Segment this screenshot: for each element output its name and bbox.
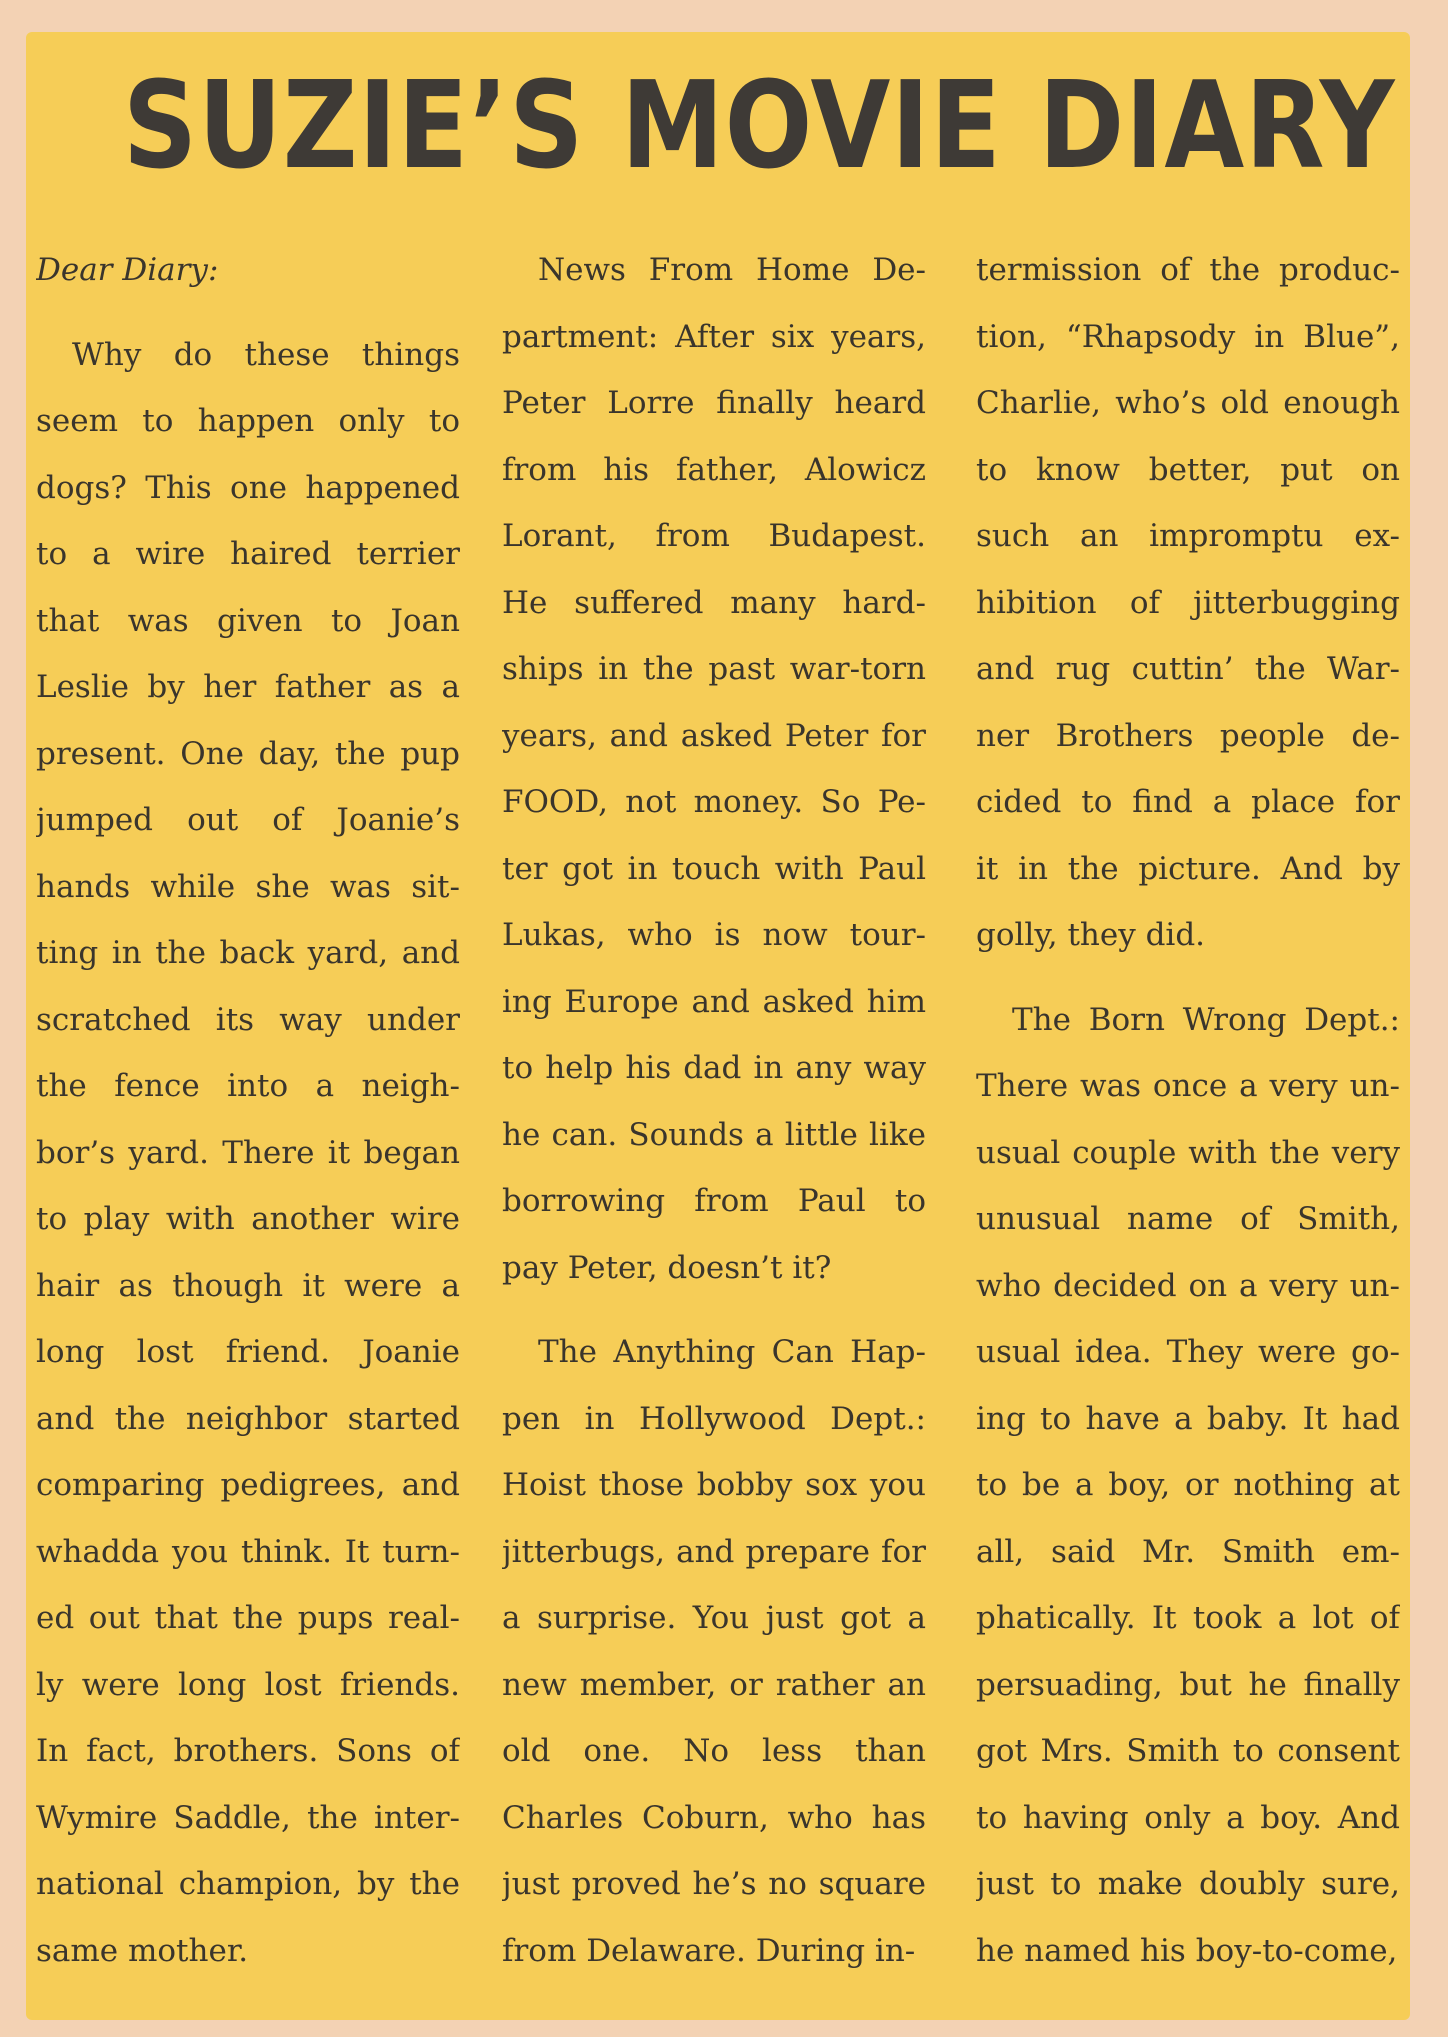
text-line: whadda you think. It turn- bbox=[36, 1533, 460, 1570]
text-line: old one. No less than bbox=[502, 1733, 926, 1769]
text-line: to a wire haired terrier bbox=[36, 536, 460, 572]
text-line: all, said Mr. Smith em- bbox=[976, 1533, 1400, 1570]
text-line: hibition of jitterbugging bbox=[976, 584, 1400, 621]
text-line: The Anything Can Hap- bbox=[538, 1334, 926, 1370]
text-line: persuading, but he finally bbox=[976, 1666, 1400, 1703]
text-line: In fact, brothers. Sons of bbox=[36, 1733, 460, 1769]
text-line: cided to find a place for bbox=[976, 784, 1400, 820]
text-line: who decided on a very un- bbox=[976, 1267, 1400, 1304]
text-line: to help his dad in any way bbox=[502, 1050, 926, 1086]
text-line: Leslie by her father as a bbox=[36, 669, 460, 705]
text-line: jumped out of Joanie’s bbox=[36, 802, 460, 838]
text-line: and rug cuttin’ the War- bbox=[976, 651, 1400, 687]
text-line: Lorant, from Budapest. bbox=[502, 518, 926, 554]
text-line: just proved he’s no square bbox=[502, 1866, 926, 1902]
salutation-line: Dear Diary: bbox=[36, 252, 219, 288]
text-line: it in the picture. And by bbox=[976, 850, 1400, 887]
text-line: hair as though it were a bbox=[36, 1267, 460, 1304]
text-line: FOOD, not money. So Pe- bbox=[502, 784, 926, 820]
text-line: a surprise. You just got a bbox=[502, 1600, 926, 1636]
text-line: new member, or rather an bbox=[502, 1666, 926, 1703]
text-line: hands while she was sit- bbox=[36, 868, 460, 905]
text-line: same mother. bbox=[36, 1932, 249, 1969]
text-line: from his father, Alowicz bbox=[502, 451, 926, 488]
text-line: tion, “Rhapsody in Blue”, bbox=[976, 318, 1400, 355]
text-line: jitterbugs, and prepare for bbox=[502, 1533, 926, 1570]
text-line: ter got in touch with Paul bbox=[502, 850, 926, 887]
text-line: Lukas, who is now tour- bbox=[502, 917, 926, 953]
text-line: just to make doubly sure, bbox=[976, 1866, 1400, 1902]
diary-page-panel bbox=[26, 32, 1410, 2020]
text-line: ly were long lost friends. bbox=[36, 1666, 460, 1703]
text-line: Why do these things bbox=[72, 336, 460, 373]
text-line: He suffered many hard- bbox=[502, 584, 926, 621]
text-line: ing to have a baby. It had bbox=[976, 1400, 1400, 1437]
text-column-1 bbox=[36, 237, 460, 1984]
text-line: There was once a very un- bbox=[976, 1068, 1400, 1104]
text-line: borrowing from Paul to bbox=[502, 1183, 926, 1219]
text-line: years, and asked Peter for bbox=[502, 717, 926, 754]
text-line: present. One day, the pup bbox=[36, 735, 460, 772]
text-line: to play with another wire bbox=[36, 1201, 460, 1237]
text-line: Charlie, who’s old enough bbox=[976, 385, 1400, 421]
page-title: SUZIE’S MOVIE DIARY bbox=[122, 57, 1396, 196]
text-line: The Born Wrong Dept.: bbox=[1012, 1001, 1400, 1038]
text-line: dogs? This one happened bbox=[36, 469, 460, 506]
text-line: usual idea. They were go- bbox=[976, 1334, 1400, 1370]
text-line: long lost friend. Joanie bbox=[36, 1334, 460, 1370]
text-line: termission of the produc- bbox=[976, 252, 1400, 288]
text-line: Charles Coburn, who has bbox=[502, 1799, 926, 1836]
text-line: bor’s yard. There it began bbox=[36, 1134, 460, 1171]
text-line: got Mrs. Smith to consent bbox=[976, 1733, 1400, 1769]
text-line: pay Peter, doesn’t it? bbox=[502, 1249, 832, 1286]
text-line: comparing pedigrees, and bbox=[36, 1467, 460, 1503]
text-line: from Delaware. During in- bbox=[502, 1932, 916, 1969]
text-line: the fence into a neigh- bbox=[36, 1068, 460, 1104]
text-line: ner Brothers people de- bbox=[976, 717, 1400, 754]
text-line: and the neighbor started bbox=[36, 1400, 460, 1437]
text-line: pen in Hollywood Dept.: bbox=[502, 1400, 926, 1437]
text-line: scratched its way under bbox=[36, 1001, 460, 1038]
text-line: ships in the past war-torn bbox=[502, 651, 926, 687]
text-line: unusual name of Smith, bbox=[976, 1201, 1400, 1237]
text-line: national champion, by the bbox=[36, 1866, 460, 1902]
text-line: such an impromptu ex- bbox=[976, 518, 1400, 554]
paragraph-gap bbox=[36, 304, 460, 322]
text-line: seem to happen only to bbox=[36, 403, 460, 439]
text-line: he named his boy-to-come, bbox=[976, 1932, 1398, 1969]
text-line: usual couple with the very bbox=[976, 1134, 1400, 1171]
text-line: to know better, put on bbox=[976, 451, 1400, 488]
text-column-2 bbox=[502, 237, 926, 1984]
text-line: to be a boy, or nothing at bbox=[976, 1467, 1400, 1503]
text-line: phatically. It took a lot of bbox=[976, 1600, 1400, 1636]
text-line: News From Home De- bbox=[538, 252, 926, 288]
text-line: ing Europe and asked him bbox=[502, 983, 926, 1020]
paragraph-gap bbox=[976, 969, 1400, 987]
text-line: ting in the back yard, and bbox=[36, 935, 460, 971]
text-line: Peter Lorre finally heard bbox=[502, 385, 926, 421]
text-line: golly, they did. bbox=[976, 917, 1206, 953]
paragraph-gap bbox=[502, 1301, 926, 1319]
text-line: that was given to Joan bbox=[36, 602, 460, 639]
text-line: ed out that the pups real- bbox=[36, 1600, 460, 1636]
text-line: Hoist those bobby sox you bbox=[502, 1467, 926, 1503]
text-line: to having only a boy. And bbox=[976, 1799, 1400, 1836]
text-line: he can. Sounds a little like bbox=[502, 1116, 926, 1153]
text-line: partment: After six years, bbox=[502, 318, 926, 355]
text-column-3 bbox=[976, 237, 1400, 1984]
text-line: Wymire Saddle, the inter- bbox=[36, 1799, 460, 1836]
